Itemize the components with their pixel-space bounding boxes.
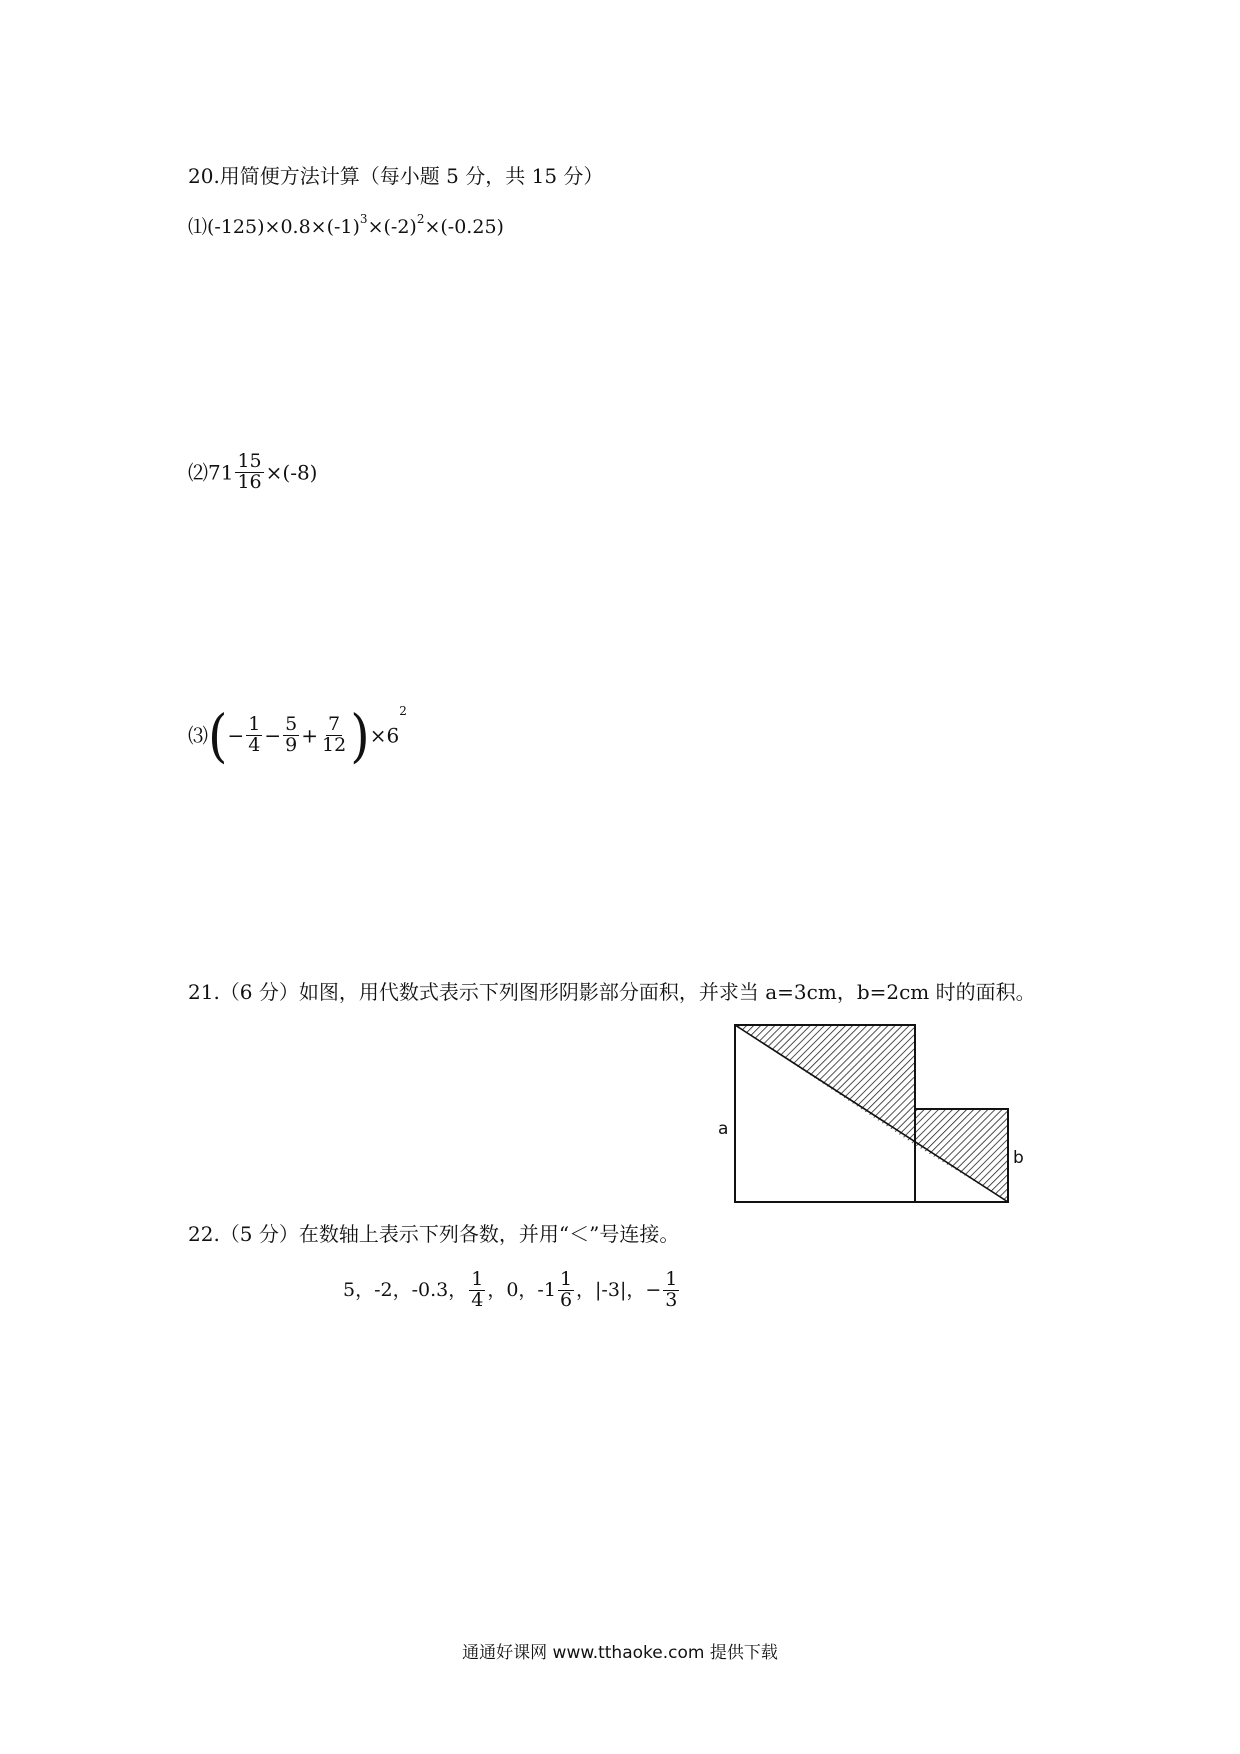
part1-label: ⑴ [188,216,208,238]
part3-f2-num: 5 [285,713,298,736]
q22-numbers-part2: ，0，-1 [487,1278,556,1301]
q22-f2-num: 1 [559,1268,573,1290]
part1-expr-c: ×(-0.25) [424,216,504,238]
label-a: a [718,1119,729,1139]
part3-sign2: − [264,723,282,748]
part1-expr-b: ×(-2) [367,216,417,238]
q22-f1-den: 4 [471,1288,484,1311]
part3-times: × [369,723,387,748]
part3-f3-den: 12 [322,734,347,756]
part3-f2-den: 9 [285,734,298,756]
q20-part3 [188,702,407,769]
part1-exp-a: 3 [359,212,368,226]
part2-whole: 71 [208,460,234,485]
part3-sign1: − [227,723,245,748]
q22-f3-num: 1 [665,1268,678,1290]
part2-denominator: 16 [237,470,262,493]
q22-fraction-quarter [469,1270,485,1311]
q22-numbers-part3: ，|-3|，− [576,1278,662,1301]
shaded-region-small [915,1109,1008,1202]
q22-f2-den: 6 [559,1288,573,1311]
q22-fraction-third [663,1270,679,1311]
part2-numerator: 15 [237,450,262,472]
part3-fraction1 [246,715,262,756]
part3-f3-num: 7 [328,713,341,736]
part3-base: 6 [386,723,400,748]
part3-exponent: 2 [399,704,407,718]
q22-numbers-part1: 5，-2，-0.3， [343,1278,468,1301]
part3-label: ⑶ [188,723,208,748]
part3-fraction3 [320,715,348,756]
part2-fraction [235,452,263,493]
q20-part2 [188,452,318,493]
q20-heading: 20.用简便方法计算（每小题 5 分，共 15 分） [188,164,604,188]
part3-f1-den: 4 [248,734,261,756]
part2-rest: ×(-8) [265,460,318,485]
part1-exp-b: 2 [416,212,425,226]
part1-expr-a: (-125)×0.8×(-1) [207,216,360,238]
q22-f3-den: 3 [665,1288,678,1311]
q22-numbers [343,1270,681,1311]
part2-label: ⑵ [188,460,208,485]
q21-text: 21.（6 分）如图，用代数式表示下列图形阴影部分面积，并求当 a=3cm，b=2cm 时的面积。 [188,980,1036,1004]
q22-fraction-sixth [558,1270,574,1311]
part3-fraction2 [283,715,299,756]
page-footer: 通通好课网 www.tthaoke.com 提供下载 [462,1643,778,1663]
part3-open-paren: ( [208,702,228,769]
part3-close-paren: ) [350,702,370,769]
q22-f1-num: 1 [471,1268,484,1290]
q21-diagram [710,1005,1030,1205]
label-b: b [1013,1148,1024,1168]
part3-sign3: + [301,723,318,748]
q22-text: 22.（5 分）在数轴上表示下列各数，并用“＜”号连接。 [188,1222,680,1246]
q20-part1 [188,213,504,237]
part3-f1-num: 1 [248,713,261,736]
